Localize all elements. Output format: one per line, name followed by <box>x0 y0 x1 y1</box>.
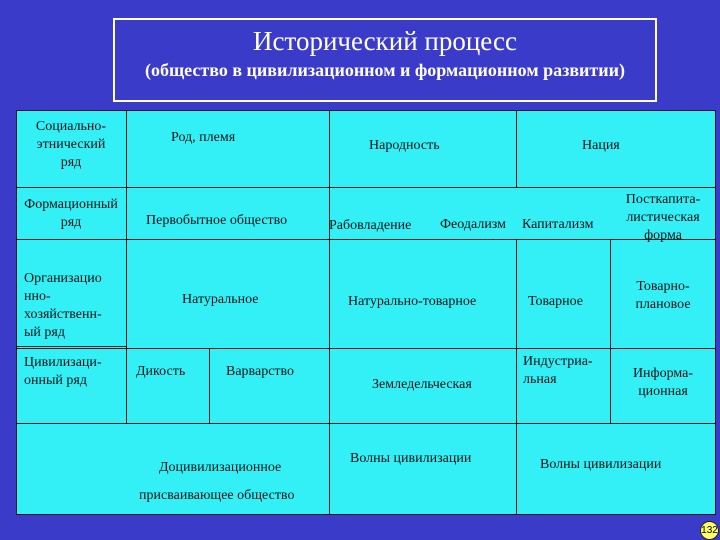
cell-agricultural: Земледельческая <box>372 377 472 392</box>
row-label-social-ethnic: Социально- этнический ряд <box>35 119 107 170</box>
row-label-civilizational: Цивилизаци- онный ряд <box>24 355 102 388</box>
cell-industrial: Индустриа- льная <box>523 354 593 387</box>
row-divider <box>16 423 716 424</box>
row-divider <box>16 346 126 347</box>
page-title: Исторический процесс <box>253 26 517 56</box>
history-table <box>16 110 716 515</box>
cell-postcapitalist: Посткапита- листическая форма <box>625 192 701 243</box>
cell-nationality: Народность <box>369 138 440 153</box>
row-divider <box>16 348 716 349</box>
cell-waves-1: Волны цивилизации <box>350 451 472 466</box>
cell-precivilizational: Доцивилизационное <box>159 460 282 475</box>
page-number-badge: 132 <box>700 521 719 540</box>
row-divider <box>16 187 716 188</box>
cell-natural: Натуральное <box>182 292 259 307</box>
title-box <box>113 18 657 102</box>
table-border-top <box>16 110 716 111</box>
table-border-bottom <box>16 514 716 515</box>
row-label-economic: Организацио нно- хозяйственн- ый ряд <box>24 271 102 340</box>
page-subtitle: (общество в цивилизационном и формационном развитии) <box>144 60 625 80</box>
cell-primitive-society: Первобытное общество <box>146 213 288 228</box>
cell-slavery: Рабовладение <box>329 218 412 233</box>
cell-nation: Нация <box>582 138 620 153</box>
cell-informational: Информа- ционная <box>632 366 694 399</box>
cell-waves-2: Волны цивилизации <box>540 457 662 472</box>
row-label-formational: Формационный ряд <box>24 197 118 230</box>
cell-natural-commodity: Натурально-товарное <box>348 294 477 309</box>
cell-feudalism: Феодализм <box>440 217 507 232</box>
cell-tribe: Род, племя <box>171 130 236 145</box>
cell-savagery: Дикость <box>136 364 186 379</box>
col-divider <box>126 110 127 424</box>
cell-appropriating-society: присваивающее общество <box>139 488 295 503</box>
col-divider <box>516 110 517 188</box>
cell-capitalism: Капитализм <box>522 217 594 232</box>
col-divider <box>516 239 517 515</box>
cell-commodity: Товарное <box>528 294 584 309</box>
cell-commodity-planned: Товарно- плановое <box>635 279 691 312</box>
col-divider <box>209 348 210 424</box>
col-divider <box>329 110 330 515</box>
cell-barbarism: Варварство <box>226 364 295 379</box>
